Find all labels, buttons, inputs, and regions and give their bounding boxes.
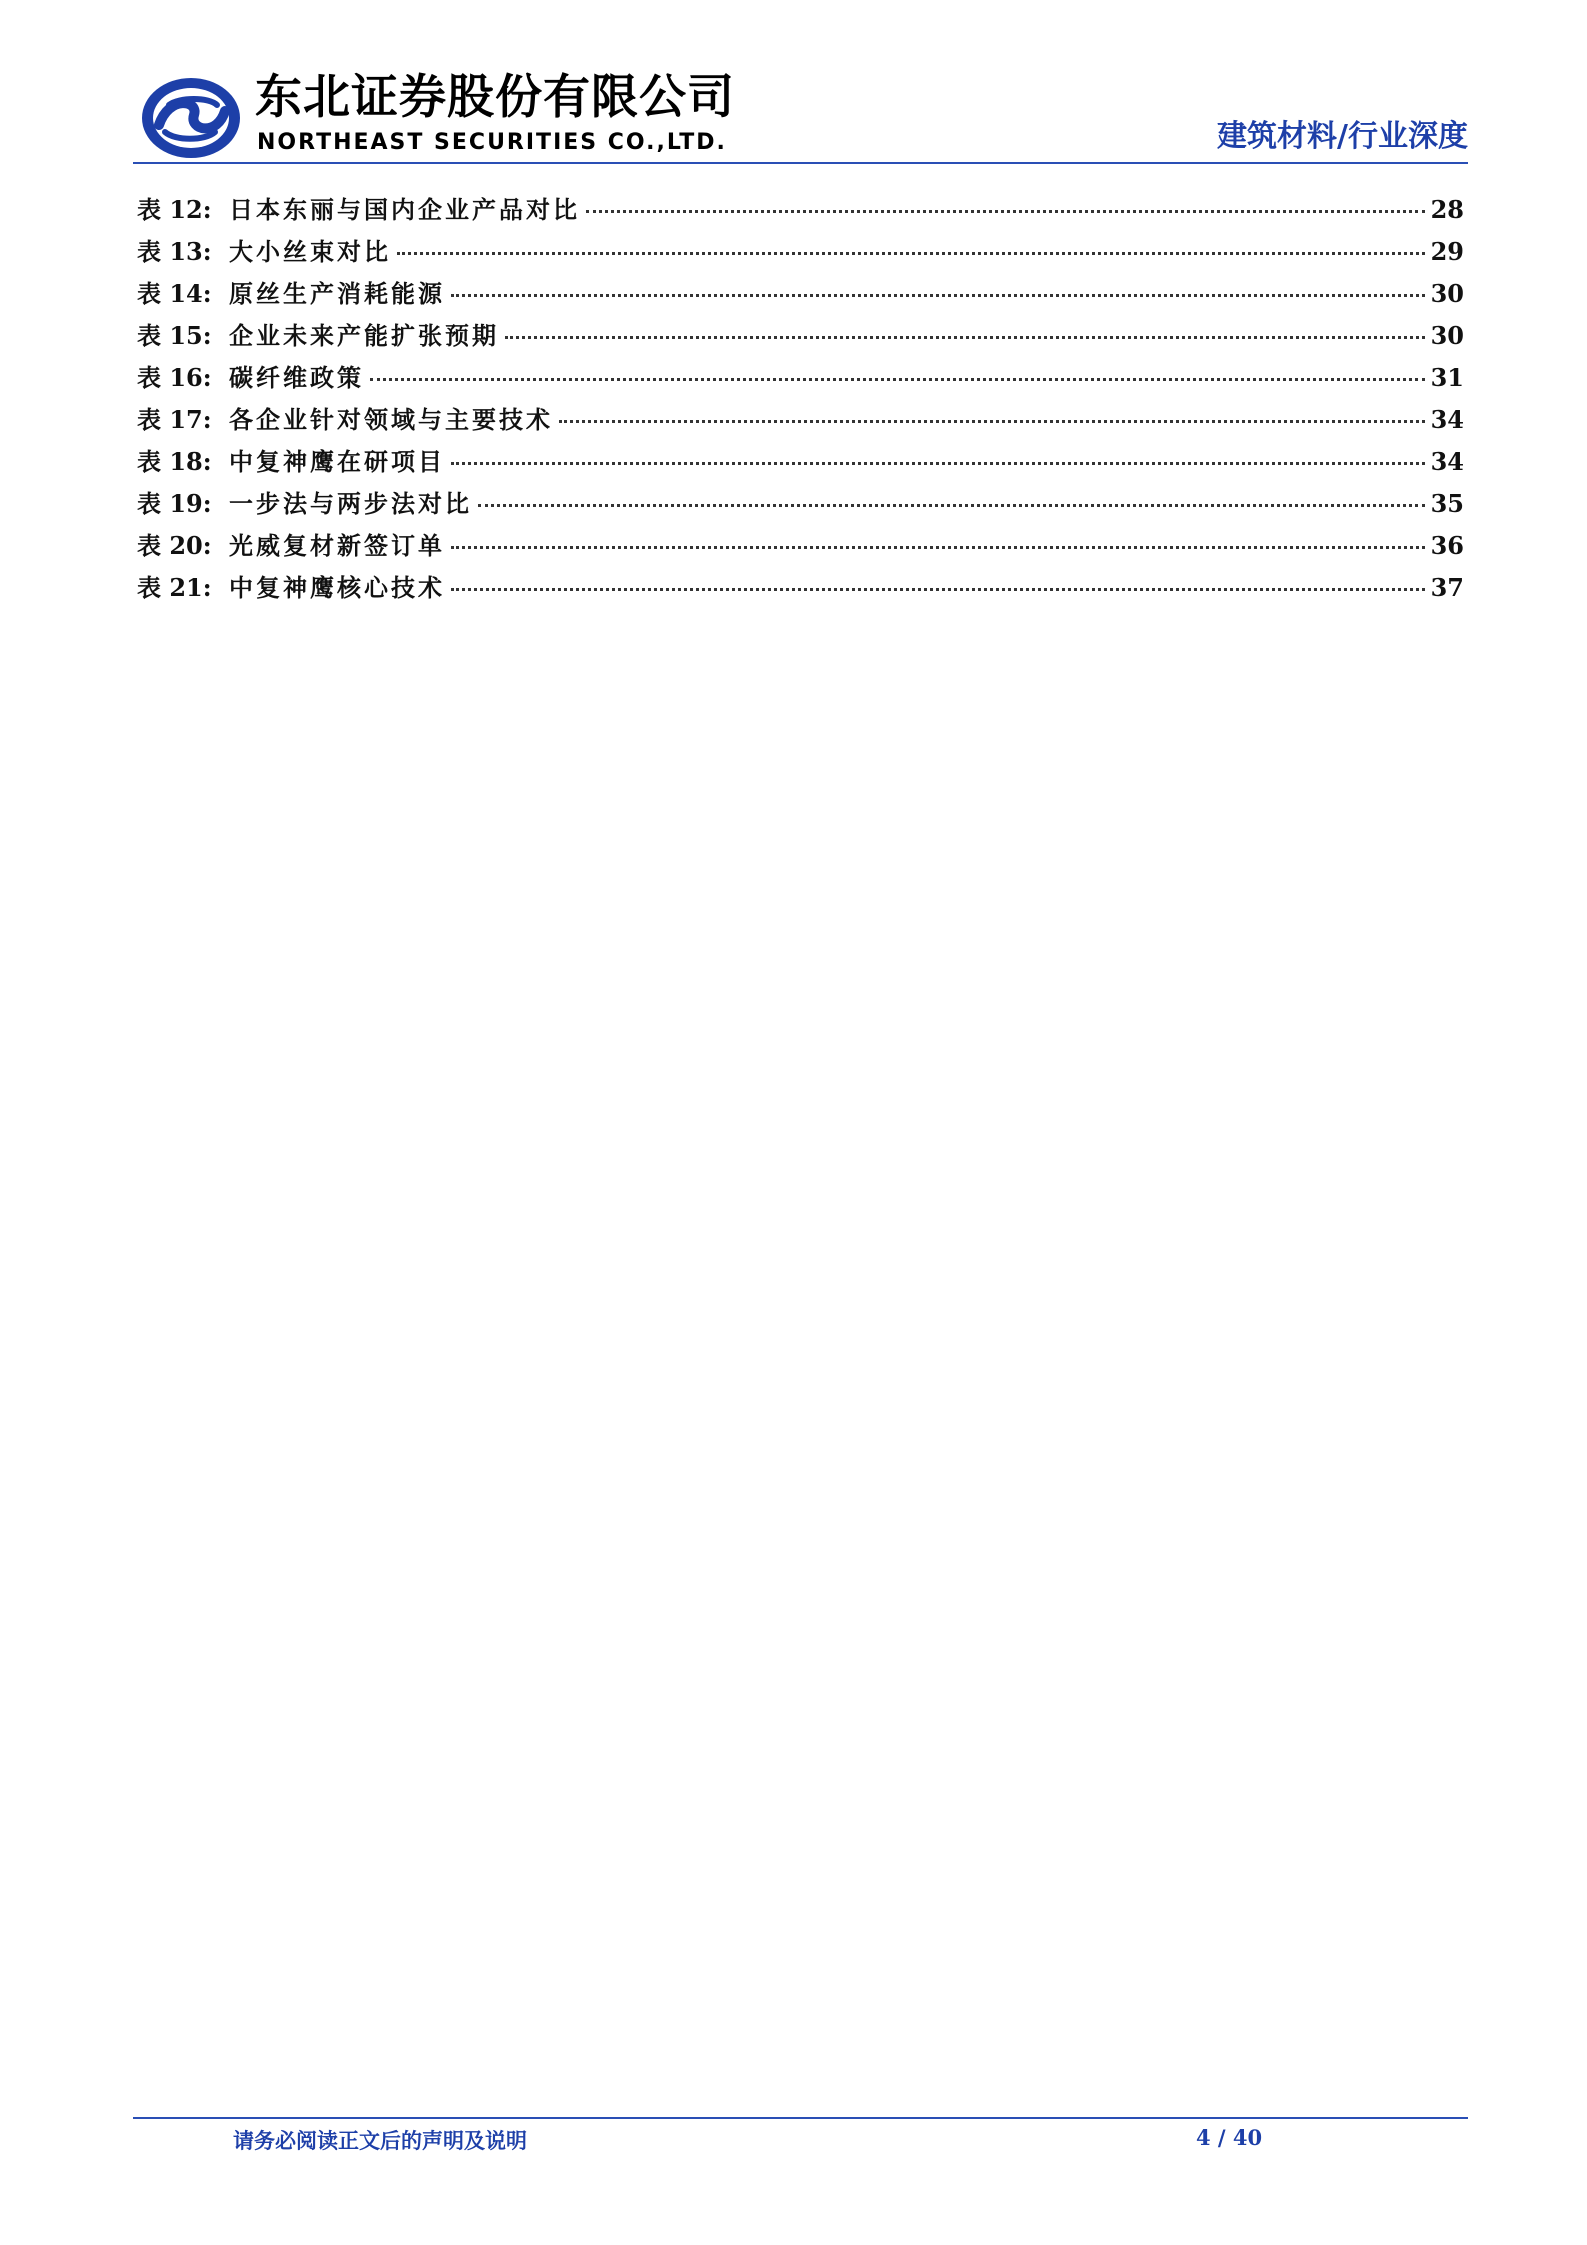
toc-entry-title: 光威复材新签订单 — [229, 532, 445, 560]
page-header — [133, 70, 1468, 165]
toc-entry-label: 表 14: — [137, 279, 212, 308]
toc-entry-page: 37 — [1430, 573, 1464, 602]
toc-entry-label: 表 18: — [137, 447, 212, 476]
toc-entry[interactable] — [137, 400, 1464, 442]
toc-entry-title: 大小丝束对比 — [229, 238, 391, 266]
header-divider — [133, 162, 1468, 164]
toc-entry-page: 35 — [1430, 489, 1464, 518]
toc-entry-title: 日本东丽与国内企业产品对比 — [229, 196, 580, 224]
toc-entry-title: 碳纤维政策 — [229, 364, 364, 392]
toc-entry-page: 30 — [1430, 321, 1464, 350]
toc-entry[interactable] — [137, 232, 1464, 274]
toc-dot-leader — [397, 252, 1425, 255]
toc-entry-label: 表 19: — [137, 489, 212, 518]
company-logo-icon — [139, 75, 243, 161]
toc-entry-title: 企业未来产能扩张预期 — [229, 322, 499, 350]
toc-entry-label: 表 12: — [137, 195, 212, 224]
toc-entry-page: 29 — [1430, 237, 1464, 266]
toc-entry-page: 34 — [1430, 447, 1464, 476]
toc-dot-leader — [451, 546, 1425, 549]
toc-entry-label: 表 17: — [137, 405, 212, 434]
toc-entry[interactable] — [137, 484, 1464, 526]
toc-entry-label: 表 16: — [137, 363, 212, 392]
toc-entry-title: 一步法与两步法对比 — [229, 490, 472, 518]
company-name-en: NORTHEAST SECURITIES CO.,LTD. — [257, 130, 727, 155]
toc-dot-leader — [559, 420, 1425, 423]
toc-entry-page: 28 — [1430, 195, 1464, 224]
toc-entry-title: 原丝生产消耗能源 — [229, 280, 445, 308]
toc-entry-label: 表 15: — [137, 321, 212, 350]
toc-entry[interactable] — [137, 190, 1464, 232]
toc-entry-title: 各企业针对领域与主要技术 — [229, 406, 553, 434]
footer-disclaimer: 请务必阅读正文后的声明及说明 — [233, 2129, 527, 2153]
toc-entry[interactable] — [137, 568, 1464, 610]
toc-dot-leader — [586, 210, 1425, 213]
toc-entry-label: 表 13: — [137, 237, 212, 266]
toc-entry-title: 中复神鹰在研项目 — [229, 448, 445, 476]
toc-entry-label: 表 21: — [137, 573, 212, 602]
toc-entry[interactable] — [137, 274, 1464, 316]
toc-dot-leader — [451, 462, 1425, 465]
toc-dot-leader — [451, 588, 1425, 591]
toc-entry-label: 表 20: — [137, 531, 212, 560]
toc-entry-page: 31 — [1430, 363, 1464, 392]
toc-entry-page: 36 — [1430, 531, 1464, 560]
toc-entry-title: 中复神鹰核心技术 — [229, 574, 445, 602]
company-name-cn: 东北证券股份有限公司 — [255, 70, 735, 125]
table-of-contents — [137, 190, 1464, 610]
toc-dot-leader — [505, 336, 1425, 339]
toc-entry-page: 30 — [1430, 279, 1464, 308]
toc-entry[interactable] — [137, 526, 1464, 568]
toc-dot-leader — [451, 294, 1425, 297]
toc-entry-page: 34 — [1430, 405, 1464, 434]
toc-dot-leader — [370, 378, 1425, 381]
toc-entry[interactable] — [137, 316, 1464, 358]
toc-entry[interactable] — [137, 442, 1464, 484]
footer-page-number: 4 / 40 — [1196, 2125, 1263, 2150]
footer-divider — [133, 2117, 1468, 2119]
report-category: 建筑材料/行业深度 — [1217, 119, 1468, 154]
toc-dot-leader — [478, 504, 1425, 507]
toc-entry[interactable] — [137, 358, 1464, 400]
